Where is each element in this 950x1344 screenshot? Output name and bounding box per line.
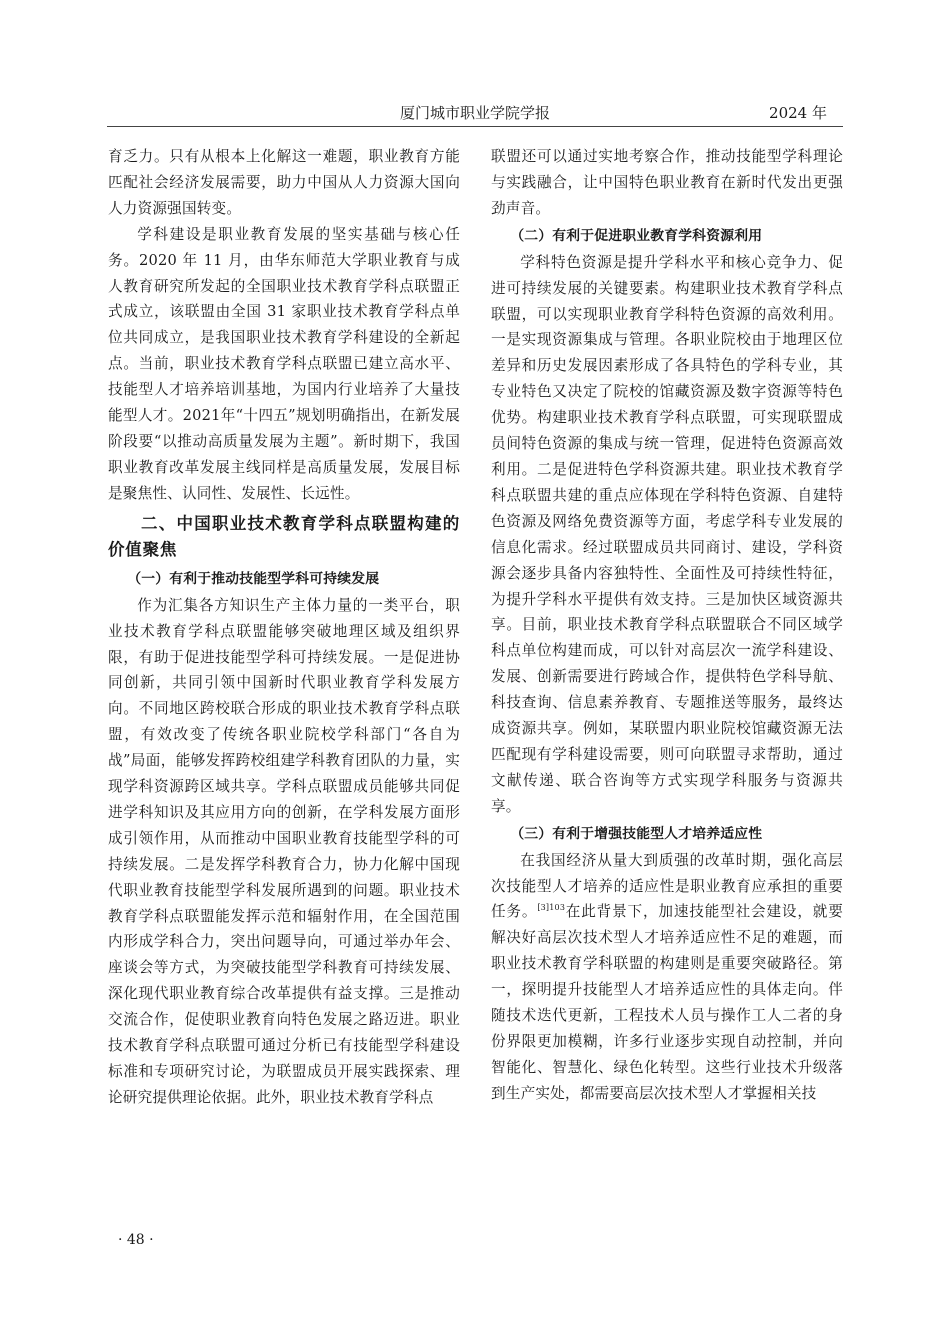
journal-title: 厦门城市职业学院学报	[399, 104, 550, 122]
subsection-heading: （三）有利于增强技能型人才培养适应性	[510, 825, 763, 842]
paragraph: 学科特色资源是提升学科水平和核心竞争力、促进可持续发展的关键要素。构建职业技术教育学科点联盟，可以实现职业教育学科特色资源的高效利用。一是实现资源集成与管理。各职业院校由于地理区位差异和历史发展因素形成了各具特色的学科专业，其专业特色又决定了院校的馆藏资源及数字资源等特色优势。构建职业技术教育学科点联盟，可实现联盟成员间特色资源的集成与统一管理，促进特色资源高效利用。二是促进特色学科资源共建。职业技术教育学科点联盟共建的重点应体现在学科特色资源、自建特色资源及网络免费资源等方面，考虑学科专业发展的信息化需求。经过联盟成员共同商讨、建设，学科资源会逐步具备内容独特性、全面性及可持续性特征，为提升学科水平提供有效支持。三是加快区域资源共享。目前，职业技术教育学科点联盟联合不同区域学科点单位构建而成，可以针对高层次一流学科建设、发展、创新需要进行跨域合作，提供特色学科导航、科技查询、信息素养教育、专题推送等服务，最终达成资源共享。例如，某联盟内职业院校馆藏资源无法匹配现有学科建设需要，则可向联盟寻求帮助，通过文献传递、联合咨询等方式实现学科服务与资源共享。	[491, 253, 843, 815]
paragraph-text: 在我国经济从量大到质强的改革时期，强化高层次技能型人才培养的适应性是职业教育应承担的重要任务。	[491, 851, 843, 921]
page-header	[107, 96, 843, 127]
right-column	[491, 144, 843, 1107]
page-number: · 48 ·	[118, 1232, 154, 1248]
paragraph: 育乏力。只有从根本上化解这一难题，职业教育方能匹配社会经济发展需要，助力中国从人力资源大国向人力资源强国转变。	[108, 148, 460, 217]
paragraph	[491, 848, 843, 1107]
paragraph: 作为汇集各方知识生产主体力量的一类平台，职业技术教育学科点联盟能够突破地理区域及组织界限，有助于促进技能型学科可持续发展。一是促进协同创新，共同引领中国新时代职业教育学科发展方向。不同地区跨校联合形成的职业技术教育学科点联盟，有效改变了传统各职业院校学科部门“各自为战”局面，能够发挥跨校组建学科教育团队的力量，实现学科资源跨区域共享。学科点联盟成员能够共同促进学科知识及其应用方向的创新，在学科发展方面形成引领作用，从而推动中国职业教育技能型学科的可持续发展。二是发挥学科教育合力，协力化解中国现代职业教育技能型学科发展所遇到的问题。职业技术教育学科点联盟能发挥示范和辐射作用，在全国范围内形成学科合力，突出问题导向，可通过举办年会、座谈会等方式，为突破技能型学科教育可持续发展、深化现代职业教育综合改革提供有益支撑。三是推动交流合作，促使职业教育向特色发展之路迈进。职业技术教育学科点联盟可通过分析已有技能型学科建设标准和专项研究讨论，为联盟成员开展实践探索、理论研究提供理论依据。此外，职业技术教育学科点	[108, 596, 460, 1106]
paragraph: 联盟还可以通过实地考察合作，推动技能型学科理论与实践融合，让中国特色职业教育在新时代发出更强劲声音。	[491, 148, 843, 217]
subsection-heading: （二）有利于促进职业教育学科资源利用	[510, 227, 763, 244]
subsection-heading: （一）有利于推动技能型学科可持续发展	[127, 570, 380, 587]
issue-year: 2024 年	[769, 104, 827, 122]
paragraph: 学科建设是职业教育发展的坚实基础与核心任务。2020 年 11 月，由华东师范大学职业教育与成人教育研究所发起的全国职业技术教育学科点联盟正式成立，该联盟由全国 31 家职业技术教育学科点单位共同成立，是我国职业技术教育学科建设的全新起点。当前，职业技术教育学科点联盟已建立高水平、技能型人才培养培训基地，为国内行业培养了大量技能型人才。2021年“十四五”规划明确指出，在新发展阶段要“以推动高质量发展为主题”。新时期下，我国职业教育改革发展主线同样是高质量发展，发展目标是聚焦性、认同性、发展性、长远性。	[108, 225, 460, 502]
paragraph-text: 在此背景下，加速技能型社会建设，就要解决好高层次技术型人才培养适应性不足的难题，而职业技术教育学科联盟的构建则是重要突破路径。第一，探明提升技能型人才培养适应性的具体走向。伴随技术迭代更新，工程技术人员与操作工人二者的身份界限更加模糊，许多行业逐步实现自动控制，并向智能化、智慧化、绿色化转型。这些行业技术升级落到生产实处，都需要高层次技术型人才掌握相关技	[491, 903, 843, 1102]
section-heading: 二、中国职业技术教育学科点联盟构建的价值聚焦	[108, 513, 460, 559]
citation-ref: [3]103	[537, 903, 566, 913]
left-column	[108, 144, 460, 1111]
